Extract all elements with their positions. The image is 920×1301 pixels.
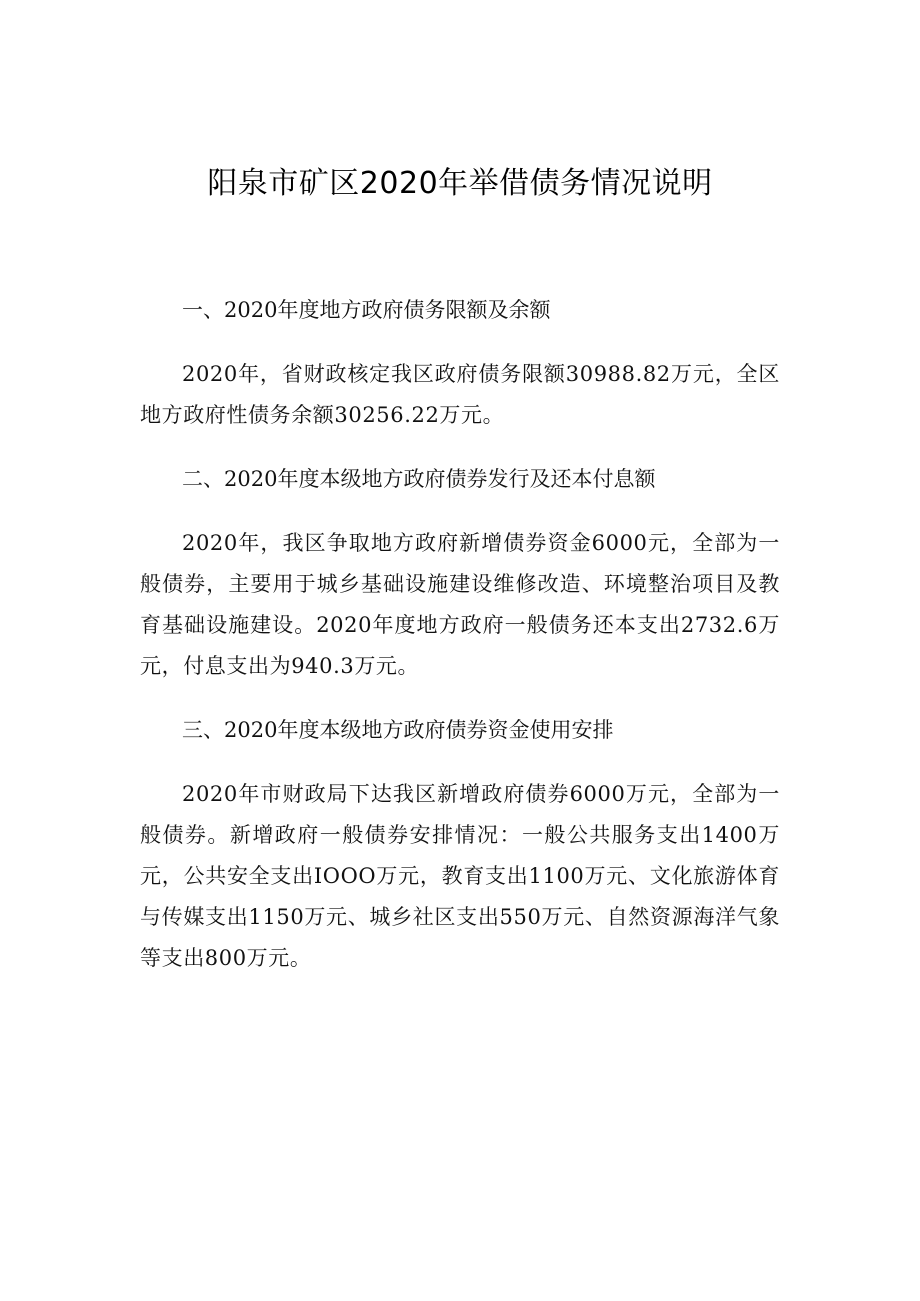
section-1-paragraph: 2020年，省财政核定我区政府债务限额30988.82万元，全区地方政府性债务余额30256.22万元。: [140, 362, 780, 427]
section-3-paragraph: 2020年市财政局下达我区新增政府债券6000万元，全部为一般债券。新增政府一般债券安排情况：一般公共服务支出1400万元，公共安全支出IOOO万元，教育支出1100万元、文化旅游体育与传媒支出1150万元、城乡社区支出550万元、自然资源海洋气象等支出800万元。: [140, 782, 780, 970]
section-3-heading: 三、2020年度本级地方政府债券资金使用安排: [182, 718, 614, 742]
section-1-heading: 一、2020年度地方政府债务限额及余额: [182, 298, 551, 322]
document-body: [140, 290, 780, 1002]
section-2-paragraph: 2020年，我区争取地方政府新增债券资金6000元，全部为一般债券，主要用于城乡基础设施建设维修改造、环境整治项目及教育基础设施建设。2020年度地方政府一般债务还本支出2732.6万元，付息支出为940.3万元。: [140, 531, 780, 678]
page-title: 阳泉市矿区2020年举借债务情况说明: [207, 166, 713, 201]
section-2-heading: 二、2020年度本级地方政府债券发行及还本付息额: [182, 467, 656, 491]
